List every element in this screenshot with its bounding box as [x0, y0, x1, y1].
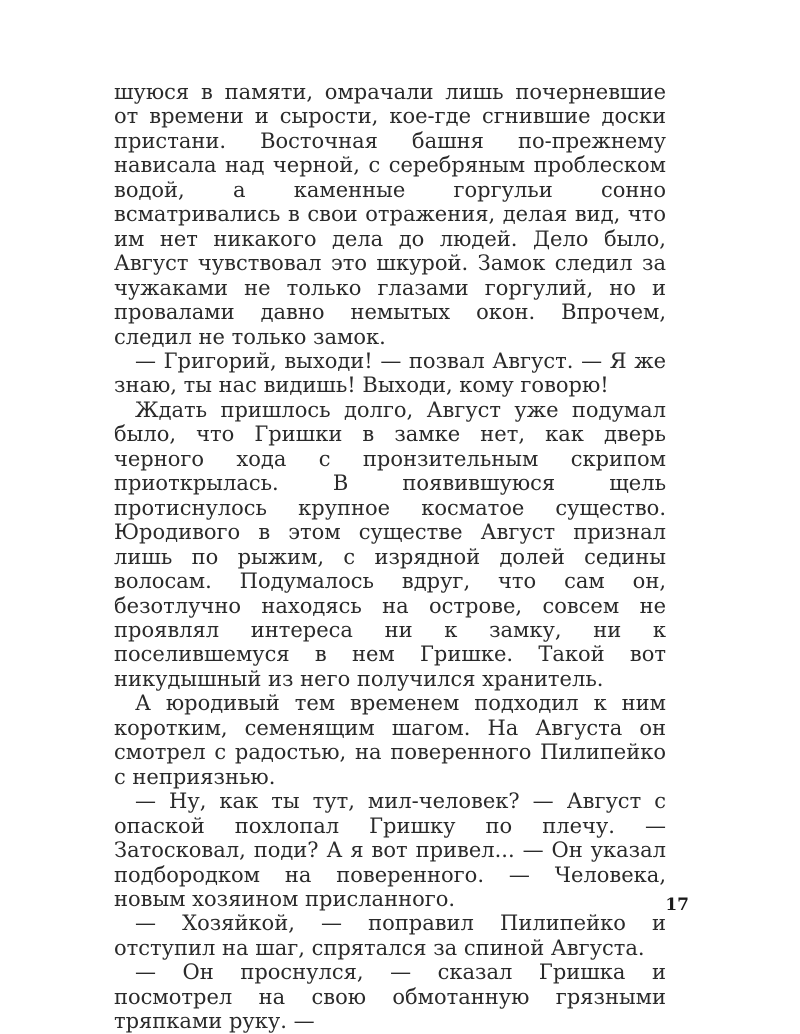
paragraph: А юродивый тем временем подходил к ним коротким, семенящим шагом. На Августа он смотрел с радостью, на поверенного Пилипейко с неприязнью. [114, 691, 666, 789]
paragraph: шуюся в памяти, омрачали лишь почерневшие от времени и сырости, кое-где сгнившие доски пристани. Восточная башня по-прежнему нависала над черной, с серебряным проблеском водой, а каменные горгульи сонно всматривались в свои отражения, делая вид, что им нет никакого дела до людей. Дело было, Август чувствовал это шкурой. Замок следил за чужаками не только глазами горгулий, но и провалами давно немытых окон. Впрочем, следил не только замок. [114, 80, 666, 349]
paragraph: — Ну, как ты тут, мил-человек? — Август с опаской похлопал Гришку по плечу. — Затосковал, поди? А я вот привел... — Он указал подбородком на поверенного. — Человека, новым хозяином присланного. [114, 789, 666, 911]
paragraph: Ждать пришлось долго, Август уже подумал было, что Гришки в замке нет, как дверь черного хода с пронзительным скрипом приоткрылась. В появившуюся щель протиснулось крупное косматое существо. Юродивого в этом существе Август признал лишь по рыжим, с изрядной долей седины волосам. Подумалось вдруг, что сам он, безотлучно находясь на острове, совсем не проявлял интереса ни к замку, ни к поселившемуся в нем Гришке. Такой вот никудышный из него получился хранитель. [114, 397, 666, 691]
paragraph: — Григорий, выходи! — позвал Август. — Я же знаю, ты нас видишь! Выходи, кому говорю! [114, 348, 666, 398]
paragraph: — Хозяйкой, — поправил Пилипейко и отступил на шаг, спрятался за спиной Августа. [114, 911, 666, 960]
paragraph: — Он проснулся, — сказал Гришка и посмотрел на свою обмотанную грязными тряпками руку. — [114, 960, 666, 1034]
page-number: 17 [665, 895, 689, 915]
body-text [114, 80, 666, 1034]
